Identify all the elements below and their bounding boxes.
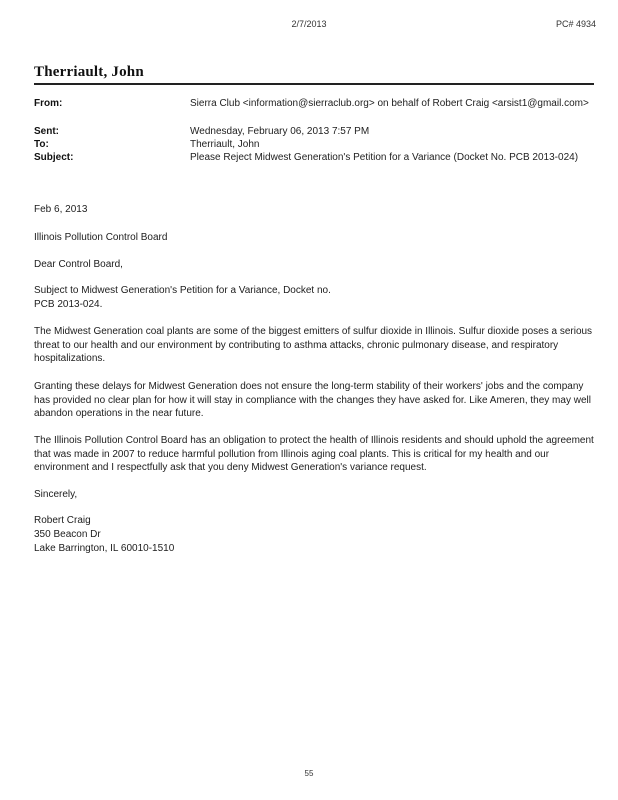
subject-label: Subject: (34, 152, 74, 163)
from-label: From: (34, 98, 63, 109)
from-value: Sierra Club <information@sierraclub.org> on behalf of Robert Craig <arsist1@gmail.com> (190, 98, 589, 109)
page-number: 55 (304, 769, 314, 778)
letter-paragraph-1: The Midwest Generation coal plants are some of the biggest emitters of sulfur dioxide in Illinois. Sulfur dioxide poses a serious threat to our health and our environment by contributing to asthma attacks, chronic pulmonary disease, and respiratory hospitalizations. (34, 326, 593, 364)
letter-paragraph-3: The Illinois Pollution Control Board has an obligation to protect the health of Illinois residents and should uphold the agreement that was made in 2007 to reduce harmful pollution from Illinois aging coal plants. This is critical for my health and our environment and I respectfully ask that you deny Midwest Generation's variance request. (34, 435, 594, 473)
letter-date: Feb 6, 2013 (34, 204, 88, 215)
header-divider (34, 83, 594, 85)
sent-label: Sent: (34, 126, 59, 137)
signer-street: 350 Beacon Dr (34, 529, 101, 540)
subject-value: Please Reject Midwest Generation's Petition for a Variance (Docket No. PCB 2013-024) (190, 152, 579, 163)
header-pc-number: PC# 4934 (555, 19, 596, 29)
to-label: To: (34, 139, 49, 150)
signer-city: Lake Barrington, IL 60010-1510 (34, 543, 175, 554)
header-date: 2/7/2013 (291, 19, 327, 29)
letter-paragraph-2: Granting these delays for Midwest Generation does not ensure the long-term stability of their workers' jobs and the company has provided no clear plan for how it will stay in compliance with the changes they have asked for. Like Ameren, they may well abandon operations in the near future. (34, 381, 591, 419)
to-value: Therriault, John (190, 139, 260, 150)
letter-subject-line: Subject to Midwest Generation's Petition for a Variance, Docket no. PCB 2013-024. (34, 285, 331, 310)
letter-closing: Sincerely, (34, 489, 78, 500)
sender-name: Therriault, John (34, 64, 144, 80)
letter-recipient: Illinois Pollution Control Board (34, 232, 168, 243)
sent-value: Wednesday, February 06, 2013 7:57 PM (190, 126, 370, 137)
signer-name: Robert Craig (34, 515, 91, 526)
letter-salutation: Dear Control Board, (34, 259, 123, 270)
